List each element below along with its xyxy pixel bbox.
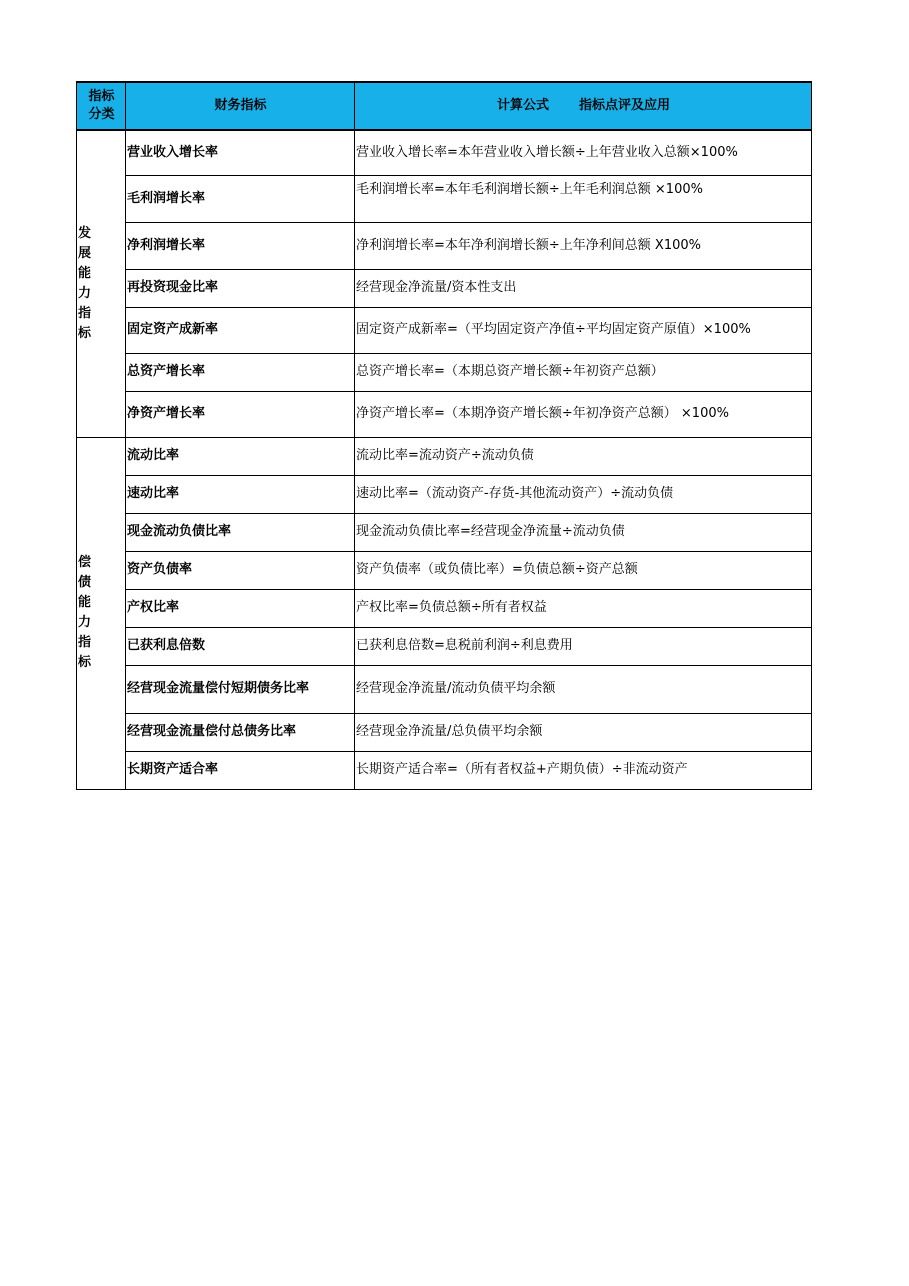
indicator-name[interactable]: 流动比率	[126, 437, 355, 475]
indicator-formula[interactable]: 经营现金净流量/总负债平均余额	[355, 713, 812, 751]
indicator-name[interactable]: 固定资产成新率	[126, 307, 355, 353]
table-row	[77, 513, 812, 551]
indicator-name[interactable]: 净利润增长率	[126, 222, 355, 269]
indicator-name[interactable]: 总资产增长率	[126, 353, 355, 391]
indicator-name[interactable]: 速动比率	[126, 475, 355, 513]
indicator-name[interactable]: 再投资现金比率	[126, 269, 355, 307]
indicator-formula[interactable]: 资产负债率（或负债比率）=负债总额÷资产总额	[355, 551, 812, 589]
indicator-formula[interactable]: 产权比率=负债总额÷所有者权益	[355, 589, 812, 627]
indicator-formula[interactable]: 已获利息倍数=息税前利润÷利息费用	[355, 627, 812, 665]
table-row	[77, 307, 812, 353]
indicator-formula[interactable]: 净利润增长率=本年净利润增长额÷上年净利间总额 X100%	[355, 222, 812, 269]
table-row	[77, 551, 812, 589]
table-row	[77, 475, 812, 513]
indicator-name[interactable]: 净资产增长率	[126, 391, 355, 437]
header-formula: 计算公式	[496, 98, 549, 113]
table-row	[77, 589, 812, 627]
indicator-name[interactable]: 长期资产适合率	[126, 751, 355, 789]
header-category-line-2: 分类	[88, 107, 115, 122]
table-row	[77, 665, 812, 713]
header-comment: 指标点评及应用	[579, 98, 671, 113]
indicator-formula[interactable]: 速动比率=（流动资产-存货-其他流动资产）÷流动负债	[355, 475, 812, 513]
table-row	[77, 391, 812, 437]
indicator-name[interactable]: 营业收入增长率	[126, 130, 355, 175]
header-indicator[interactable]: 财务指标	[126, 82, 355, 130]
indicator-formula[interactable]: 总资产增长率=（本期总资产增长额÷年初资产总额）	[355, 353, 812, 391]
indicator-name[interactable]: 经营现金流量偿付总债务比率	[126, 713, 355, 751]
indicator-name[interactable]: 产权比率	[126, 589, 355, 627]
indicator-name[interactable]: 已获利息倍数	[126, 627, 355, 665]
indicator-formula[interactable]: 营业收入增长率=本年营业收入增长额÷上年营业收入总额×100%	[355, 130, 812, 175]
category-label: 偿债能力指标	[78, 555, 92, 670]
indicator-formula[interactable]: 净资产增长率=（本期净资产增长额÷年初净资产总额） ×100%	[355, 391, 812, 437]
header-category[interactable]	[77, 82, 126, 130]
table-row	[77, 713, 812, 751]
indicator-formula[interactable]: 毛利润增长率=本年毛利润增长额÷上年毛利润总额 ×100%	[355, 175, 812, 222]
table-row	[77, 437, 812, 475]
header-row	[77, 82, 812, 130]
table-row	[77, 222, 812, 269]
financial-indicator-table	[76, 81, 812, 790]
table-row	[77, 353, 812, 391]
table-row	[77, 269, 812, 307]
indicator-formula[interactable]: 经营现金净流量/流动负债平均余额	[355, 665, 812, 713]
table-row	[77, 751, 812, 789]
indicator-formula[interactable]: 长期资产适合率=（所有者权益+产期负债）÷非流动资产	[355, 751, 812, 789]
category-cell-development[interactable]	[77, 130, 126, 437]
table-row	[77, 130, 812, 175]
header-formula-comment[interactable]	[355, 82, 812, 130]
indicator-formula[interactable]: 经营现金净流量/资本性支出	[355, 269, 812, 307]
indicator-formula[interactable]: 固定资产成新率=（平均固定资产净值÷平均固定资产原值）×100%	[355, 307, 812, 353]
indicator-formula[interactable]: 流动比率=流动资产÷流动负债	[355, 437, 812, 475]
indicator-name[interactable]: 毛利润增长率	[126, 175, 355, 222]
table-row	[77, 175, 812, 222]
category-cell-solvency[interactable]	[77, 437, 126, 789]
indicator-name[interactable]: 现金流动负债比率	[126, 513, 355, 551]
indicator-name[interactable]: 资产负债率	[126, 551, 355, 589]
indicator-formula[interactable]: 现金流动负债比率=经营现金净流量÷流动负债	[355, 513, 812, 551]
table-row	[77, 627, 812, 665]
category-label: 发展能力指标	[78, 225, 92, 341]
header-category-line-1: 指标	[88, 89, 115, 104]
indicator-name[interactable]: 经营现金流量偿付短期债务比率	[126, 665, 355, 713]
